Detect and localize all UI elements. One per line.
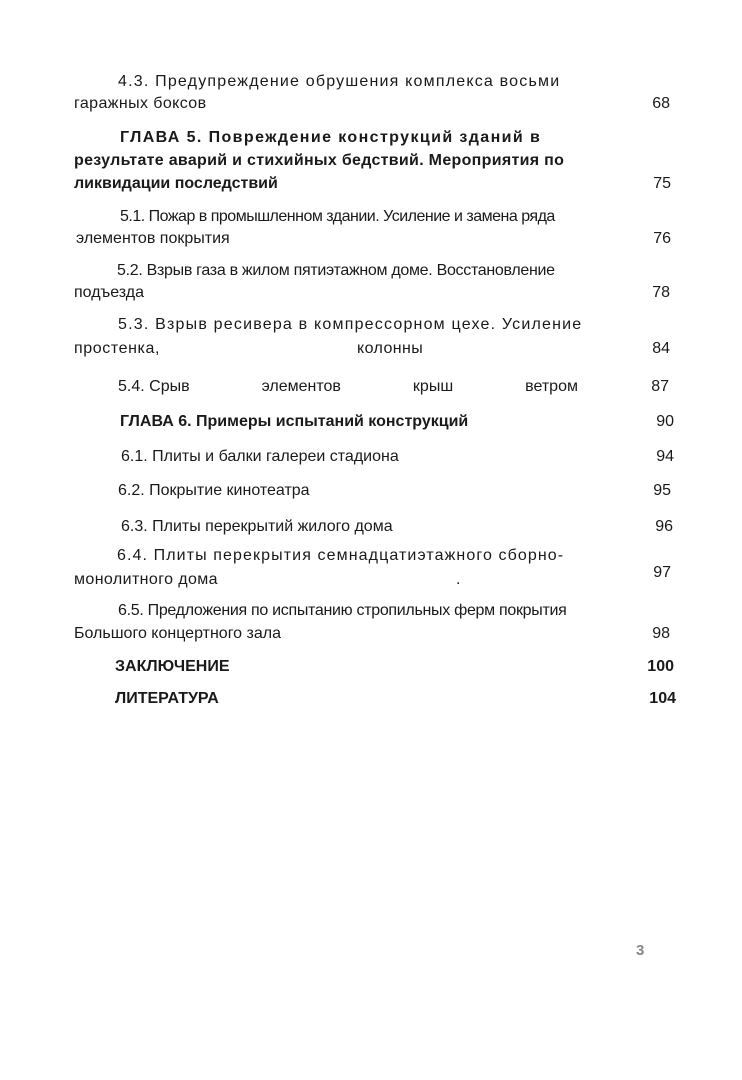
chapter-5-title-line1: ГЛАВА 5. Повреждение конструкций зданий в — [120, 129, 542, 146]
toc-page-number: 76 — [653, 230, 671, 247]
toc-page-number: 96 — [655, 518, 673, 535]
chapter-5-title-line3: ликвидации последствий — [74, 175, 278, 192]
toc-page-number: 87 — [651, 378, 669, 395]
toc-page-number: 95 — [653, 482, 671, 499]
toc-entry-6-4-line1: 6.4. Плиты перекрытия семнадцатиэтажного сборно- — [117, 547, 565, 564]
toc-entry-4-3-line2: гаражных боксов — [74, 95, 207, 112]
toc-entry-4-3-line1: 4.3. Предупреждение обрушения комплекса восьми — [118, 73, 561, 90]
chapter-6-title: ГЛАВА 6. Примеры испытаний конструкций — [120, 413, 469, 430]
toc-entry-5-3-line2b: колонны — [357, 340, 424, 357]
toc-entry-5-2-line2: подъезда — [74, 284, 144, 301]
toc-entry-6-5-line2: Большого концертного зала — [74, 625, 281, 642]
toc-conclusion: ЗАКЛЮЧЕНИЕ — [115, 658, 230, 675]
toc-entry-5-4 — [118, 377, 578, 397]
toc-entry-5-2-line1: 5.2. Взрыв газа в жилом пятиэтажном доме. Восстановление — [117, 262, 555, 279]
toc-entry-6-5-line1: 6.5. Предложения по испытанию стропильных ферм покрытия — [118, 602, 567, 619]
chapter-5-title-line2: результате аварий и стихийных бедствий. Мероприятия по — [74, 152, 565, 169]
toc-entry-5-4-word: крыш — [412, 378, 454, 395]
toc-page-number: 75 — [653, 175, 671, 192]
toc-page-number: 84 — [652, 340, 670, 357]
toc-entry-5-3-line2a: простенка, — [74, 340, 161, 357]
toc-entry-5-4-word: 5.4. Срыв — [118, 378, 190, 395]
toc-page-number: 94 — [656, 448, 674, 465]
toc-entry-6-3: 6.3. Плиты перекрытий жилого дома — [121, 518, 393, 535]
toc-entry-6-4-dot: . — [456, 571, 461, 588]
toc-page-number: 68 — [652, 95, 670, 112]
toc-page-number: 90 — [656, 413, 674, 430]
toc-page-number: 97 — [653, 564, 671, 581]
toc-page-number: 98 — [652, 625, 670, 642]
toc-entry-6-4-line2: монолитного дома — [74, 571, 218, 588]
toc-entry-6-2: 6.2. Покрытие кинотеатра — [118, 482, 310, 499]
toc-entry-5-1-line1: 5.1. Пожар в промышленном здании. Усиление и замена ряда — [120, 208, 555, 225]
toc-page-number: 100 — [647, 658, 674, 675]
toc-entry-5-1-line2: элементов покрытия — [76, 230, 230, 247]
toc-entry-5-4-word: ветром — [525, 378, 578, 395]
page-number: 3 — [636, 942, 645, 959]
toc-entry-5-4-word: элементов — [261, 378, 341, 395]
toc-entry-5-3-line1: 5.3. Взрыв ресивера в компрессорном цехе. Усиление — [118, 316, 583, 333]
toc-literature: ЛИТЕРАТУРА — [115, 690, 219, 707]
toc-page-number: 104 — [649, 690, 676, 707]
toc-page-number: 78 — [652, 284, 670, 301]
toc-entry-6-1: 6.1. Плиты и балки галереи стадиона — [121, 448, 399, 465]
